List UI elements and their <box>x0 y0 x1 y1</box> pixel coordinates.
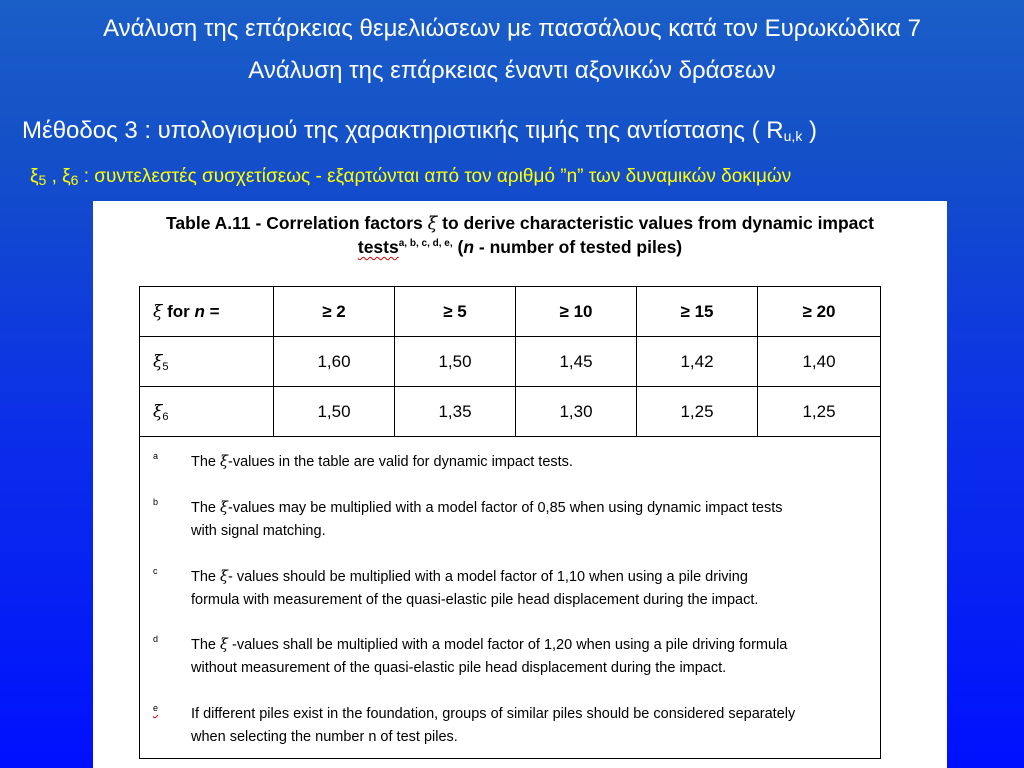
table-cell: 1,42 <box>637 337 758 387</box>
table-cell: 1,50 <box>274 387 395 437</box>
notes-cell <box>140 437 881 759</box>
table-notes-row <box>140 437 881 759</box>
table-header-row <box>140 287 881 337</box>
column-header: ≥ 2 <box>274 287 395 337</box>
correlation-factors-table <box>139 286 881 759</box>
caption-footnote-refs: a, b, c, d, e, <box>398 238 453 249</box>
caption-tests-word: tests <box>357 237 399 257</box>
column-header: ≥ 10 <box>516 287 637 337</box>
footnote-text-pre: The <box>191 569 221 585</box>
embedded-document-image <box>93 201 947 768</box>
column-header: ≥ 5 <box>395 287 516 337</box>
header-label-cell <box>140 287 274 337</box>
footnote-text-line2: when selecting the number n of test piles. <box>191 729 458 745</box>
row-xi-subscript: 6 <box>162 410 169 423</box>
xi5-subscript: 5 <box>38 172 47 188</box>
footnote-text-post: -values may be multiplied with a model factor of 0,85 when using dynamic impact tests <box>228 500 783 516</box>
footnote-text <box>191 451 876 474</box>
xi6-symbol: ξ <box>62 166 71 187</box>
header-xi-symbol: ξ <box>153 301 163 322</box>
slide-title-line-1: Ανάλυση της επάρκειας θεμελιώσεων με πασσάλους κατά τον Ευρωκώδικα 7 <box>103 15 921 42</box>
table-cell: 1,45 <box>516 337 637 387</box>
xi6-subscript: 6 <box>70 172 79 188</box>
table-cell: 1,50 <box>395 337 516 387</box>
xi-factors-line <box>30 164 791 190</box>
footnote-xi-symbol: ξ <box>220 569 229 585</box>
table-cell: 1,25 <box>758 387 881 437</box>
xi-separator: , <box>46 166 63 187</box>
footnote-text-post: -values in the table are valid for dynamic impact tests. <box>228 454 573 470</box>
footnote-text-post: -values shall be multiplied with a model factor of 1,20 when using a pile driving formula <box>228 637 788 653</box>
footnote-text-line2: without measurement of the quasi-elastic pile head displacement during the impact. <box>191 660 727 676</box>
table-cell: 1,30 <box>516 387 637 437</box>
method-text: Μέθοδος 3 : υπολογισμού της χαρακτηριστικής τιμής της αντίστασης ( R <box>22 117 784 144</box>
footnote-text <box>191 566 876 612</box>
footnote-text-post: - values should be multiplied with a model factor of 1,10 when using a pile driving <box>228 569 748 585</box>
slide-title-line-2: Ανάλυση της επάρκειας έναντι αξονικών δράσεων <box>248 57 776 84</box>
row-label-cell <box>140 337 274 387</box>
footnote-letter: d <box>153 634 159 644</box>
row-xi-symbol: ξ <box>153 351 163 372</box>
caption-part-3: ( <box>452 237 464 257</box>
caption-part-1: Table A.11 - Correlation factors <box>166 213 428 233</box>
header-n-text: n <box>194 301 205 321</box>
column-header: ≥ 15 <box>637 287 758 337</box>
footnote-xi-symbol: ξ <box>220 454 229 470</box>
footnote-text-pre: If different piles exist in the foundation, groups of similar piles should be considered separately <box>191 706 796 722</box>
footnote-text-pre: The <box>191 500 221 516</box>
footnote-letter: b <box>153 497 159 507</box>
footnote-text <box>191 703 876 749</box>
caption-xi-symbol: ξ <box>427 214 438 234</box>
table-cell: 1,40 <box>758 337 881 387</box>
xi5-symbol: ξ <box>30 166 39 187</box>
table-row-xi5 <box>140 337 881 387</box>
footnote-xi-symbol: ξ <box>220 637 229 653</box>
row-xi-symbol: ξ <box>153 401 163 422</box>
caption-part-2: to derive characteristic values from dynamic impact <box>437 213 874 233</box>
table-cell: 1,35 <box>395 387 516 437</box>
column-header: ≥ 20 <box>758 287 881 337</box>
xi-description: : συντελεστές συσχετίσεως - εξαρτώνται από τον αριθμό ”n” των δυναμικών δοκιμών <box>78 166 792 187</box>
row-xi-subscript: 5 <box>162 360 169 373</box>
footnote-text <box>191 634 876 680</box>
header-for-text: for <box>162 301 195 321</box>
footnote-text-line2: with signal matching. <box>191 523 326 539</box>
table-row-xi6 <box>140 387 881 437</box>
header-equals-text: = <box>204 301 220 321</box>
table-caption <box>93 212 947 259</box>
table-cell: 1,25 <box>637 387 758 437</box>
row-label-cell <box>140 387 274 437</box>
footnote-text <box>191 497 876 543</box>
footnote-letter: e <box>153 703 159 713</box>
footnote-xi-symbol: ξ <box>220 500 229 516</box>
table-cell: 1,60 <box>274 337 395 387</box>
caption-n: n <box>463 237 475 257</box>
footnote-text-line2: formula with measurement of the quasi-elastic pile head displacement during the impact. <box>191 592 759 608</box>
method-heading <box>22 116 817 146</box>
footnote-letter: c <box>153 566 158 576</box>
method-subscript: u,k <box>783 128 803 144</box>
caption-part-4: - number of tested piles) <box>474 237 683 257</box>
footnote-letter: a <box>153 451 159 461</box>
footnote-text-pre: The <box>191 637 221 653</box>
footnote-text-pre: The <box>191 454 221 470</box>
method-close: ) <box>802 117 817 144</box>
